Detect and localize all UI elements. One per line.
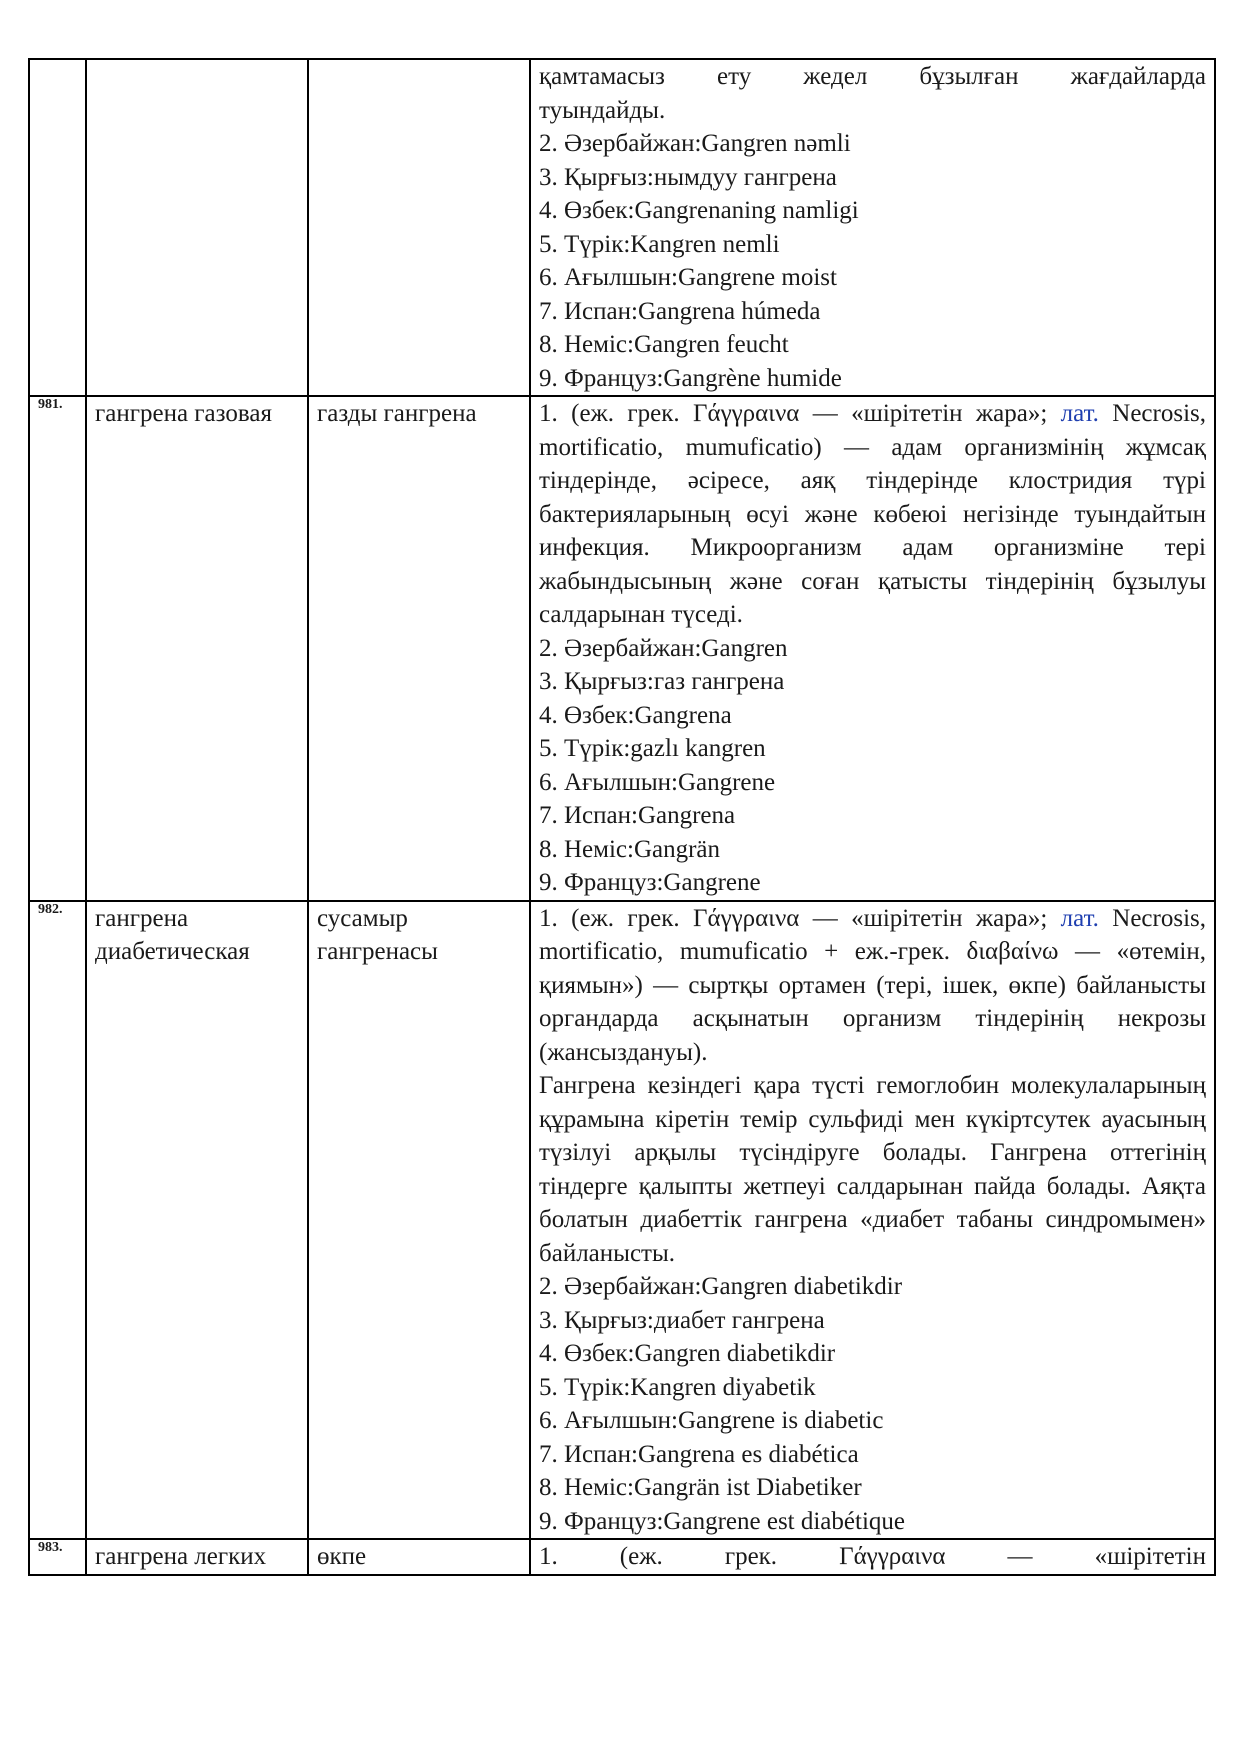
translation-uz: 4. Өзбек:Gangrena — [539, 701, 732, 729]
translation-ky: 3. Қырғыз:нымдуу гангрена — [539, 163, 837, 191]
definition-line: қамтамасыз ету жедел бұзылған жағдайларда — [539, 63, 1206, 90]
translation-fr: 9. Француз:Gangrene est diabétique — [539, 1507, 905, 1535]
translation-uz: 4. Өзбек:Gangren diabetikdir — [539, 1340, 836, 1367]
translation-en: 6. Ағылшын:Gangrene — [539, 768, 776, 796]
definition-text — [539, 902, 1206, 1070]
latin-terms: Necrosis, mortificatio, mumuficatio + еж.-грек. διαβαίνω — «өтемін, қиямын») — — [539, 904, 1207, 999]
translation-ky: 3. Қырғыз:диабет гангрена — [539, 1306, 825, 1334]
etymology: 1. (еж. грек. Γάγγραινα — «шірітетін — [539, 1543, 1206, 1570]
translation-ky: 3. Қырғыз:газ гангрена — [539, 668, 785, 695]
dictionary-page — [28, 58, 1214, 1576]
definition-paragraph: Гангрена кезіндегі қара түсті гемоглобин молекулаларының құрамына кіретін темір сульфиді мен күкіртсутек ауасының түзілуі арқылы түсіндіруге болады. Гангрена оттегінің тіндерге қалыпты жетпеуі салдарынан пайда болады. Аяқта болатын диабеттік гангрена «диабет табаны синдромымен» байланысты. — [539, 1072, 1206, 1267]
latin-link[interactable]: лат. — [1060, 904, 1099, 932]
translation-de: 8. Неміс:Gangrän ist Diabetiker — [539, 1474, 862, 1501]
translation-tr: 5. Түрік:Kangren diyabetik — [539, 1373, 816, 1401]
definition-body: адам организмінің жұмсақ тіндерінде, әсіресе, аяқ тіндерінде клостридия түрі бактерияларының өсуі және көбеюі негізінде туындайтын инфекция. Микроорганизм адам организміне тері жабындысының және соған қатысты тіндерінің бұзылуы салдарынан түседі. — [539, 433, 1207, 628]
kazakh-term — [308, 59, 530, 396]
definition-cell — [530, 396, 1215, 901]
table-row — [29, 901, 1215, 1540]
definition-text — [539, 397, 1206, 632]
table-row — [29, 59, 1215, 396]
etymology: 1. (еж. грек. Γάγγραινα — «шірітетін жара»; — [539, 904, 1048, 932]
translation-az: 2. Әзербайжан:Gangren diabetikdir — [539, 1273, 903, 1300]
translation-tr: 5. Түрік:Kangren nemli — [539, 230, 780, 258]
entry-number: 983. — [29, 1539, 86, 1575]
kazakh-term: өкпе — [308, 1539, 530, 1575]
definition-line: туындайды. — [539, 96, 666, 124]
translation-en: 6. Ағылшын:Gangrene is diabetic — [539, 1407, 884, 1434]
table-row — [29, 396, 1215, 901]
definition-cell — [530, 901, 1215, 1540]
definition-body: сыртқы ортамен (тері, ішек, өкпе) байланысты органдарда асқынатын организм тіндерінің некрозы (жансыздануы). — [539, 971, 1206, 1066]
dictionary-table — [28, 58, 1216, 1576]
latin-terms: Necrosis, mortificatio, mumuficatio) — — [539, 400, 1207, 461]
russian-term: гангрена легких — [86, 1539, 308, 1575]
kazakh-term: газды гангрена — [308, 396, 530, 901]
russian-term — [86, 59, 308, 396]
etymology: 1. (еж. грек. Γάγγραινα — «шірітетін жара»; — [539, 400, 1048, 427]
translation-tr: 5. Түрік:gazlı kangren — [539, 735, 766, 762]
entry-number: 981. — [29, 396, 86, 901]
russian-term: гангрена газовая — [86, 396, 308, 901]
translation-es: 7. Испан:Gangrena húmeda — [539, 297, 821, 325]
translation-en: 6. Ағылшын:Gangrene moist — [539, 264, 837, 291]
table-row — [29, 1539, 1215, 1575]
translation-az: 2. Әзербайжан:Gangren — [539, 634, 788, 662]
translation-es: 7. Испан:Gangrena — [539, 802, 736, 829]
translation-de: 8. Неміс:Gangrän — [539, 835, 721, 863]
translation-es: 7. Испан:Gangrena es diabética — [539, 1440, 859, 1468]
definition-cell — [530, 1539, 1215, 1575]
definition-cell — [530, 59, 1215, 396]
russian-term: гангрена диабетическая — [86, 901, 308, 1540]
translation-fr: 9. Француз:Gangrene — [539, 869, 761, 896]
kazakh-term: сусамыр гангренасы — [308, 901, 530, 1540]
translation-az: 2. Әзербайжан:Gangren nəmli — [539, 130, 851, 157]
translation-uz: 4. Өзбек:Gangrenaning namligi — [539, 197, 859, 224]
entry-number — [29, 59, 86, 396]
translation-de: 8. Неміс:Gangren feucht — [539, 331, 789, 358]
entry-number: 982. — [29, 901, 86, 1540]
latin-link[interactable]: лат. — [1060, 400, 1099, 427]
translation-fr: 9. Француз:Gangrène humide — [539, 364, 842, 392]
